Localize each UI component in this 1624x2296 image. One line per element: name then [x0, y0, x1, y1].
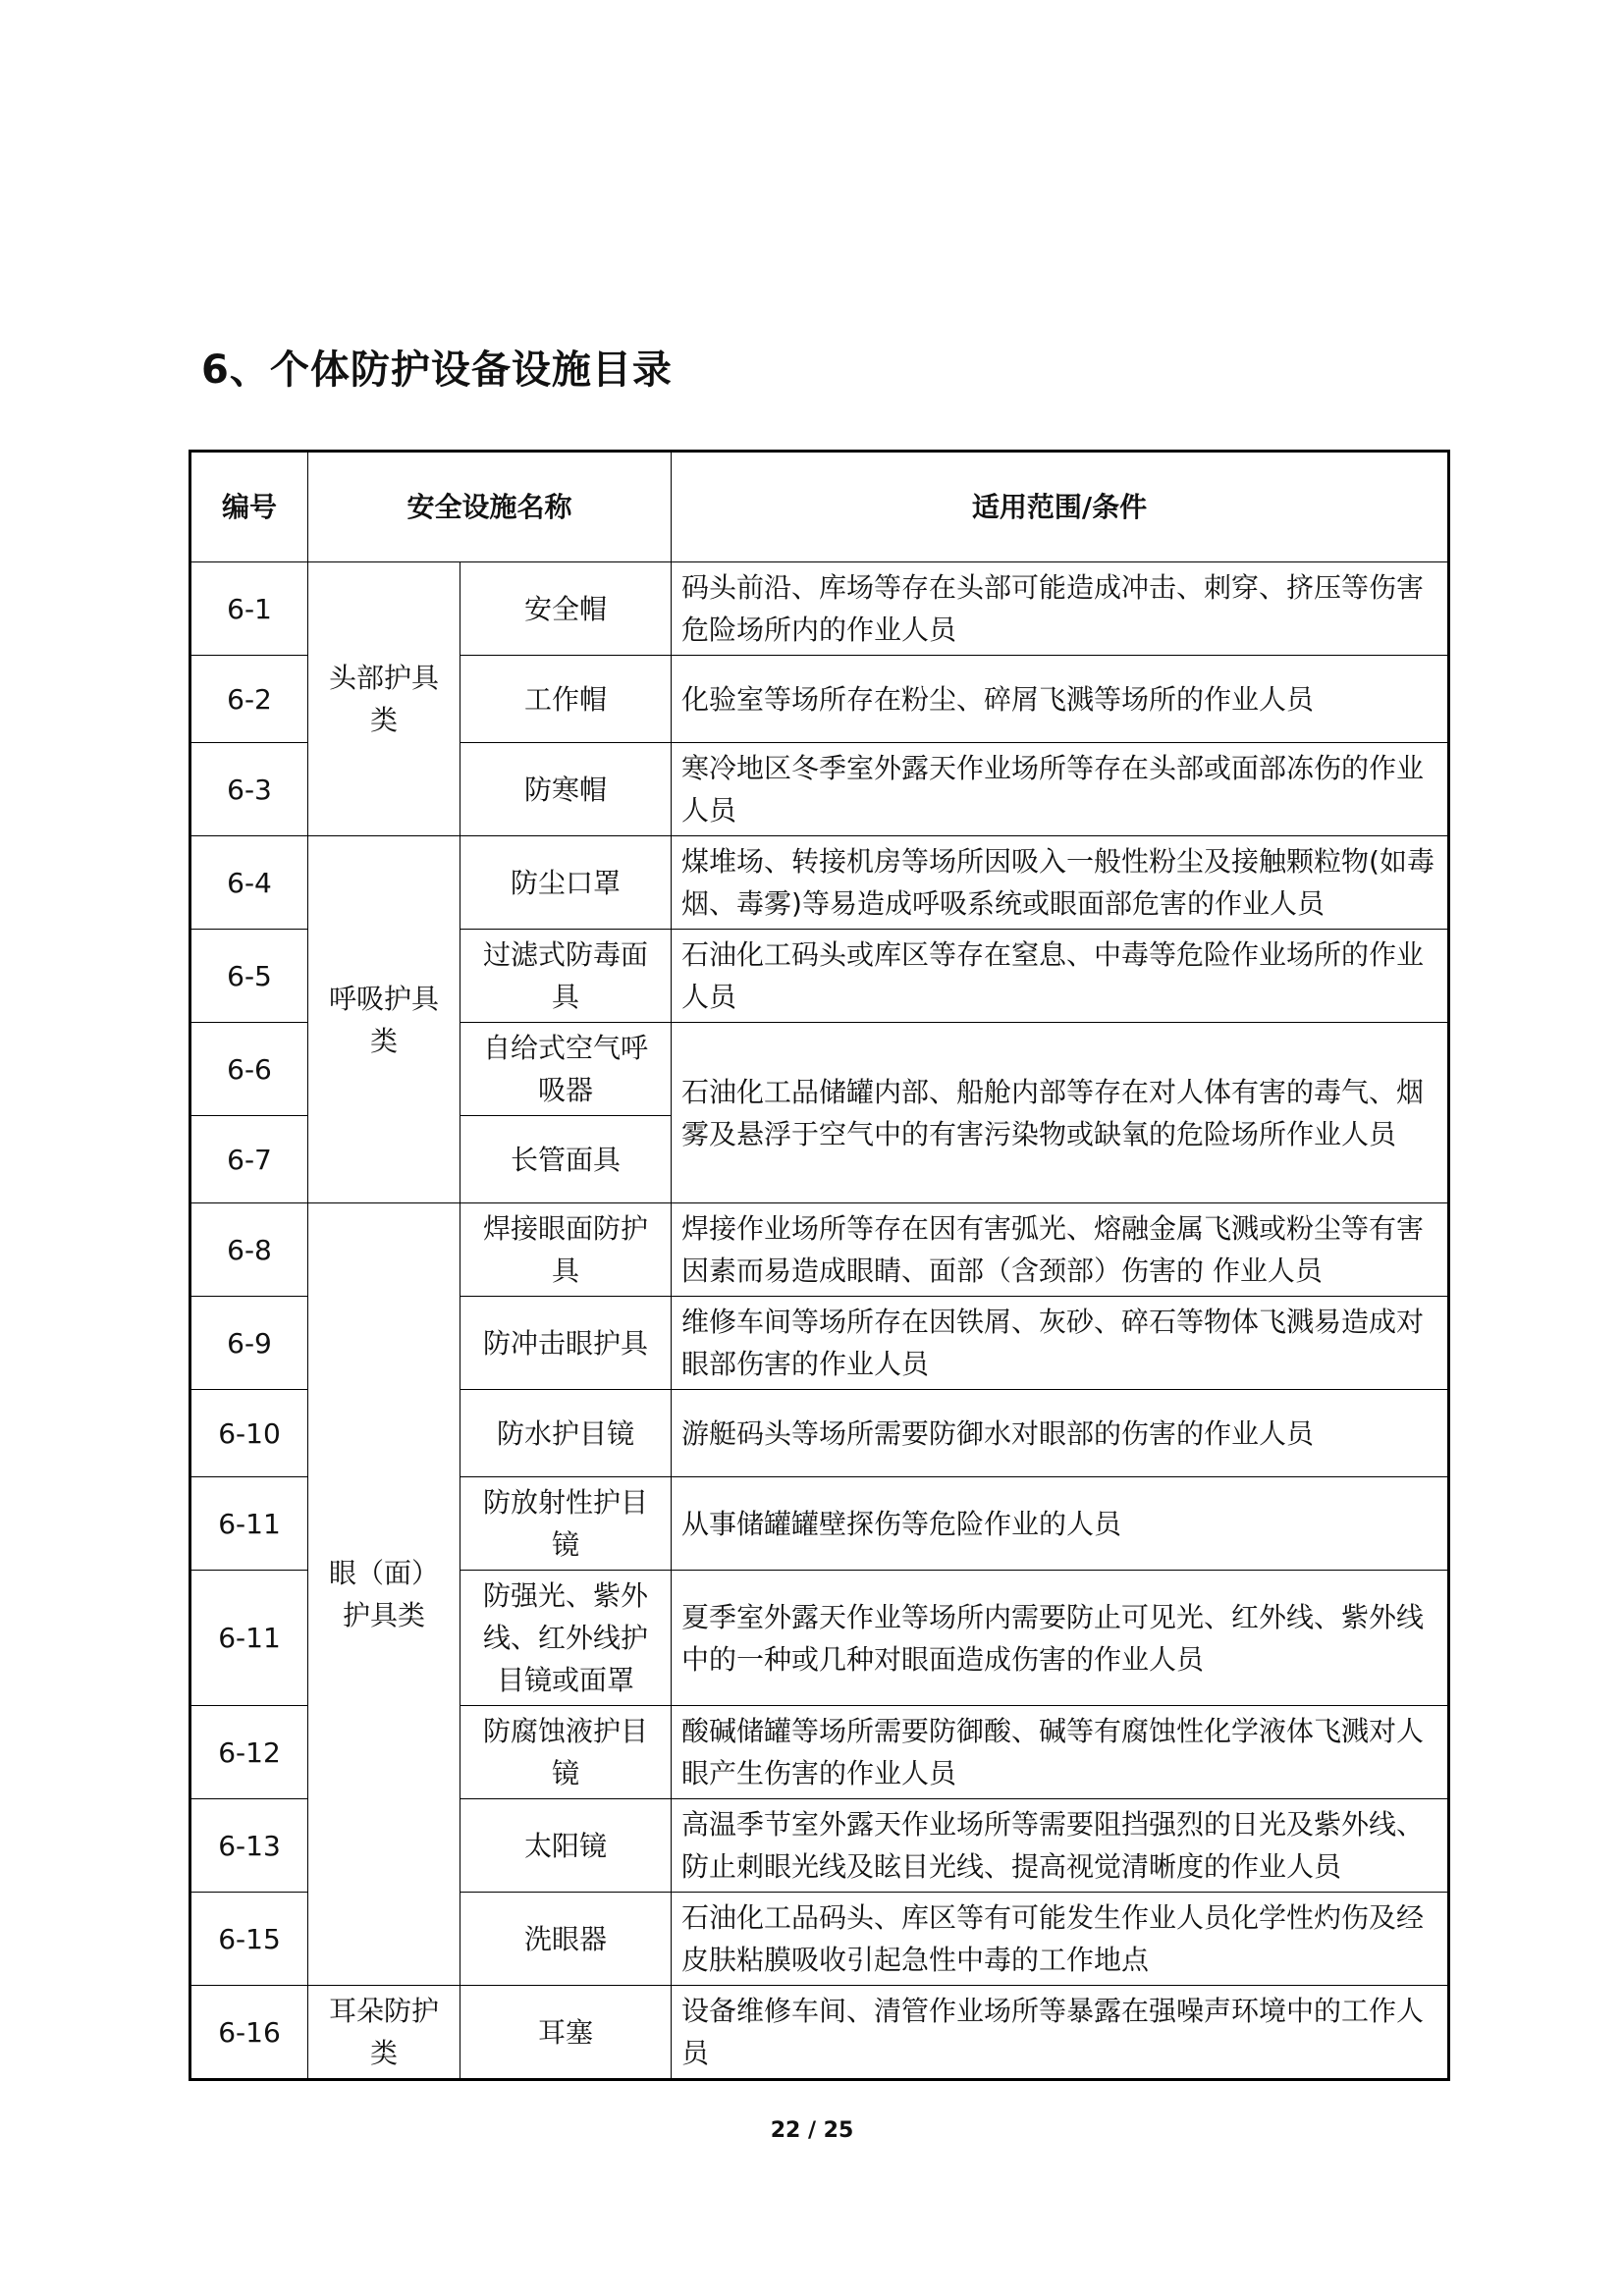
scope-text: 从事储罐罐壁探伤等危险作业的人员 — [672, 1477, 1449, 1571]
facility-name: 安全帽 — [460, 562, 672, 656]
facility-name: 长管面具 — [460, 1116, 672, 1203]
facility-name: 防尘口罩 — [460, 836, 672, 930]
scope-text: 夏季室外露天作业等场所内需要防止可见光、红外线、紫外线中的一种或几种对眼面造成伤害的作业人员 — [672, 1571, 1449, 1706]
ppe-catalog-table — [189, 450, 1450, 2081]
scope-text: 维修车间等场所存在因铁屑、灰砂、碎石等物体飞溅易造成对眼部伤害的作业人员 — [672, 1297, 1449, 1390]
facility-name: 自给式空气呼吸器 — [460, 1023, 672, 1116]
category-head: 头部护具类 — [308, 562, 460, 836]
row-number: 6-15 — [190, 1893, 308, 1986]
category-breath: 呼吸护具类 — [308, 836, 460, 1203]
facility-name: 焊接眼面防护具 — [460, 1203, 672, 1297]
scope-text: 化验室等场所存在粉尘、碎屑飞溅等场所的作业人员 — [672, 656, 1449, 743]
row-number: 6-2 — [190, 656, 308, 743]
table-header-row — [190, 452, 1449, 562]
scope-text: 煤堆场、转接机房等场所因吸入一般性粉尘及接触颗粒物(如毒烟、毒雾)等易造成呼吸系统或眼面部危害的作业人员 — [672, 836, 1449, 930]
row-number: 6-9 — [190, 1297, 308, 1390]
page-title: 6、个体防护设备设施目录 — [201, 347, 673, 393]
row-number: 6-5 — [190, 930, 308, 1023]
row-number: 6-10 — [190, 1390, 308, 1477]
row-number: 6-4 — [190, 836, 308, 930]
header-name: 安全设施名称 — [308, 452, 672, 562]
row-number: 6-3 — [190, 743, 308, 836]
facility-name: 防强光、紫外线、红外线护目镜或面罩 — [460, 1571, 672, 1706]
scope-text: 焊接作业场所等存在因有害弧光、熔融金属飞溅或粉尘等有害因素而易造成眼睛、面部（含颈部）伤害的 作业人员 — [672, 1203, 1449, 1297]
row-number: 6-8 — [190, 1203, 308, 1297]
facility-name: 防冲击眼护具 — [460, 1297, 672, 1390]
row-number: 6-11 — [190, 1477, 308, 1571]
facility-name: 防腐蚀液护目镜 — [460, 1706, 672, 1799]
scope-text: 酸碱储罐等场所需要防御酸、碱等有腐蚀性化学液体飞溅对人眼产生伤害的作业人员 — [672, 1706, 1449, 1799]
table-row — [190, 1203, 1449, 1297]
facility-name: 防寒帽 — [460, 743, 672, 836]
facility-name: 过滤式防毒面具 — [460, 930, 672, 1023]
category-eye: 眼（面）护具类 — [308, 1203, 460, 1986]
row-number: 6-13 — [190, 1799, 308, 1893]
scope-text: 石油化工码头或库区等存在窒息、中毒等危险作业场所的作业人员 — [672, 930, 1449, 1023]
row-number: 6-12 — [190, 1706, 308, 1799]
page-number: 22 / 25 — [770, 2118, 854, 2143]
facility-name: 防放射性护目镜 — [460, 1477, 672, 1571]
scope-text: 游艇码头等场所需要防御水对眼部的伤害的作业人员 — [672, 1390, 1449, 1477]
row-number: 6-1 — [190, 562, 308, 656]
facility-name: 太阳镜 — [460, 1799, 672, 1893]
facility-name: 洗眼器 — [460, 1893, 672, 1986]
row-number: 6-16 — [190, 1986, 308, 2080]
scope-text: 设备维修车间、清管作业场所等暴露在强噪声环境中的工作人员 — [672, 1986, 1449, 2080]
category-ear: 耳朵防护类 — [308, 1986, 460, 2080]
scope-text: 寒冷地区冬季室外露天作业场所等存在头部或面部冻伤的作业人员 — [672, 743, 1449, 836]
table-row — [190, 1986, 1449, 2080]
scope-text: 高温季节室外露天作业场所等需要阻挡强烈的日光及紫外线、防止刺眼光线及眩目光线、提高视觉清晰度的作业人员 — [672, 1799, 1449, 1893]
facility-name: 防水护目镜 — [460, 1390, 672, 1477]
header-scope: 适用范围/条件 — [672, 452, 1449, 562]
table-row — [190, 836, 1449, 930]
facility-name: 耳塞 — [460, 1986, 672, 2080]
scope-text: 石油化工品储罐内部、船舱内部等存在对人体有害的毒气、烟雾及悬浮于空气中的有害污染物或缺氧的危险场所作业人员 — [672, 1023, 1449, 1203]
facility-name: 工作帽 — [460, 656, 672, 743]
table-row — [190, 562, 1449, 656]
header-number: 编号 — [190, 452, 308, 562]
scope-text: 石油化工品码头、库区等有可能发生作业人员化学性灼伤及经皮肤粘膜吸收引起急性中毒的工作地点 — [672, 1893, 1449, 1986]
scope-text: 码头前沿、库场等存在头部可能造成冲击、刺穿、挤压等伤害危险场所内的作业人员 — [672, 562, 1449, 656]
row-number: 6-11 — [190, 1571, 308, 1706]
row-number: 6-7 — [190, 1116, 308, 1203]
row-number: 6-6 — [190, 1023, 308, 1116]
